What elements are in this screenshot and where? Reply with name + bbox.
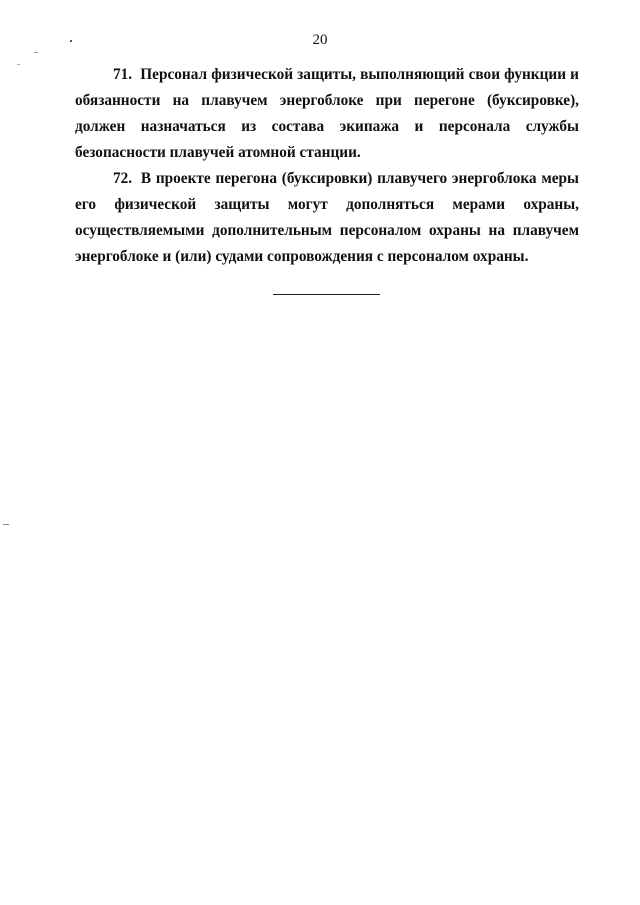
paragraph-text: В проекте перегона (буксировки) плавучего энергоблока меры его физической защиты могут дополняться мерами охраны, осуществляемыми дополнительным персоналом охраны на плавучем энергоблоке и (или) судами сопровождения с персоналом охраны.	[75, 170, 579, 265]
scan-dot	[3, 524, 9, 525]
paragraph-number: 72.	[113, 170, 133, 187]
document-body	[75, 62, 579, 270]
paragraph-text: Персонал физической защиты, выполняющий свои функции и обязанности на плавучем энергоблоке при перегоне (буксировке), должен назначаться из состава экипажа и персонала службы безопасности плавучей атомной станции.	[75, 66, 579, 161]
paragraph-71	[75, 62, 579, 166]
paragraph-number: 71.	[113, 66, 133, 83]
page-number: 20	[312, 32, 328, 48]
scan-dot	[17, 64, 20, 65]
end-separator-line	[273, 294, 380, 295]
scan-dot	[70, 40, 72, 42]
scan-dot	[34, 52, 38, 53]
paragraph-72	[75, 166, 579, 270]
